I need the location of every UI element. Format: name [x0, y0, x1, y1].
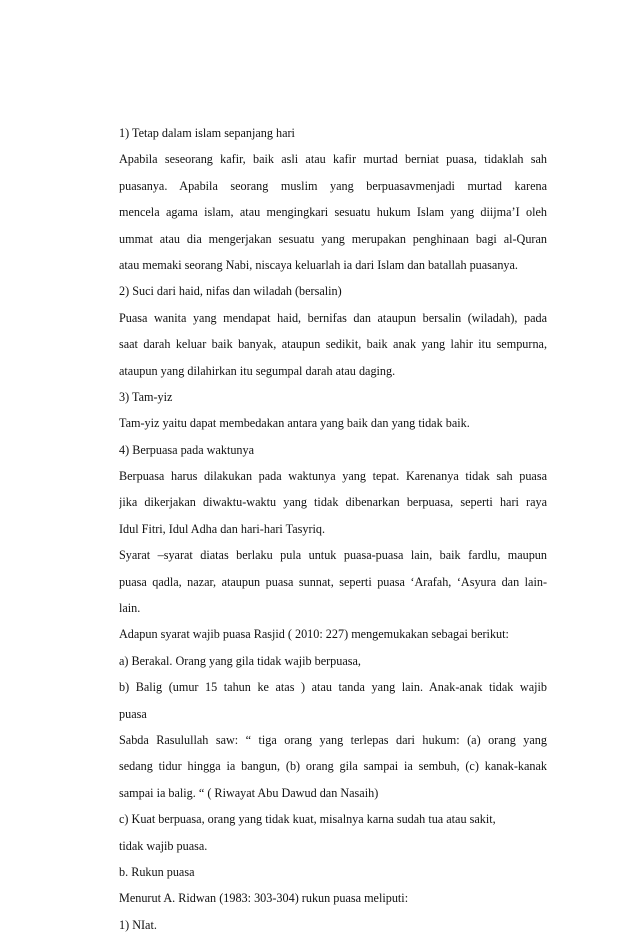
- text-line: Puasa wanita yang mendapat haid, bernifas dan ataupun bersalin (wiladah), pada: [119, 310, 547, 325]
- text-line: Menurut A. Ridwan (1983: 303-304) rukun puasa meliputi:: [119, 891, 409, 906]
- text-line: puasa: [119, 706, 147, 721]
- text-line: Tam-yiz yaitu dapat membedakan antara yang baik dan yang tidak baik.: [119, 416, 470, 431]
- text-line: puasa qadla, nazar, ataupun puasa sunnat, seperti puasa ‘Arafah, ‘Asyura dan lain-: [119, 574, 547, 589]
- text-line: 4) Berpuasa pada waktunya: [119, 442, 255, 457]
- text-line: b. Rukun puasa: [119, 864, 195, 879]
- text-line: puasanya. Apabila seorang muslim yang berpuasavmenjadi murtad karena: [119, 178, 547, 193]
- text-line: jika dikerjakan diwaktu-waktu yang tidak dibenarkan berpuasa, seperti hari raya: [119, 495, 547, 510]
- text-line: ataupun yang dilahirkan itu segumpal darah atau daging.: [119, 363, 396, 378]
- text-line: 2) Suci dari haid, nifas dan wiladah (bersalin): [119, 284, 342, 299]
- text-line: 1) Tetap dalam islam sepanjang hari: [119, 126, 295, 140]
- text-line: ummat atau dia mengerjakan sesuatu yang merupakan penghinaan bagi al-Quran: [119, 231, 547, 246]
- text-line: 3) Tam-yiz: [119, 389, 173, 404]
- text-line: c) Kuat berpuasa, orang yang tidak kuat, misalnya karna sudah tua atau sakit,: [119, 812, 496, 827]
- text-line: Adapun syarat wajib puasa Rasjid ( 2010: 227) mengemukakan sebagai berikut:: [119, 627, 509, 642]
- text-line: atau memaki seorang Nabi, niscaya keluarlah ia dari Islam dan batallah puasanya.: [119, 257, 518, 272]
- text-line: mencela agama islam, atau mengingkari sesuatu hukum Islam yang diijma’I oleh: [119, 205, 547, 220]
- text-line: b) Balig (umur 15 tahun ke atas ) atau tanda yang lain. Anak-anak tidak wajib: [119, 680, 547, 695]
- text-line: sedang tidur hingga ia bangun, (b) orang gila sampai ia sembuh, (c) kanak-kanak: [119, 759, 547, 774]
- text-line: a) Berakal. Orang yang gila tidak wajib berpuasa,: [119, 653, 361, 668]
- text-line: Syarat –syarat diatas berlaku pula untuk puasa-puasa lain, baik fardlu, maupun: [119, 548, 547, 563]
- text-line: sampai ia balig. “ ( Riwayat Abu Dawud dan Nasaih): [119, 785, 379, 800]
- text-line: tidak wajib puasa.: [119, 838, 208, 853]
- text-line: Idul Fitri, Idul Adha dan hari-hari Tasyriq.: [119, 521, 326, 536]
- text-line: lain.: [119, 601, 141, 616]
- document-body: [119, 120, 547, 938]
- text-line: Berpuasa harus dilakukan pada waktunya yang tepat. Karenanya tidak sah puasa: [119, 469, 547, 484]
- text-line: 1) NIat.: [119, 917, 157, 932]
- text-line: Apabila seseorang kafir, baik asli atau kafir murtad berniat puasa, tidaklah sah: [119, 152, 547, 167]
- text-line: saat darah keluar baik banyak, ataupun sedikit, baik anak yang lahir itu sempurna,: [119, 337, 547, 352]
- text-line: Sabda Rasulullah saw: “ tiga orang yang terlepas dari hukum: (a) orang yang: [119, 732, 547, 747]
